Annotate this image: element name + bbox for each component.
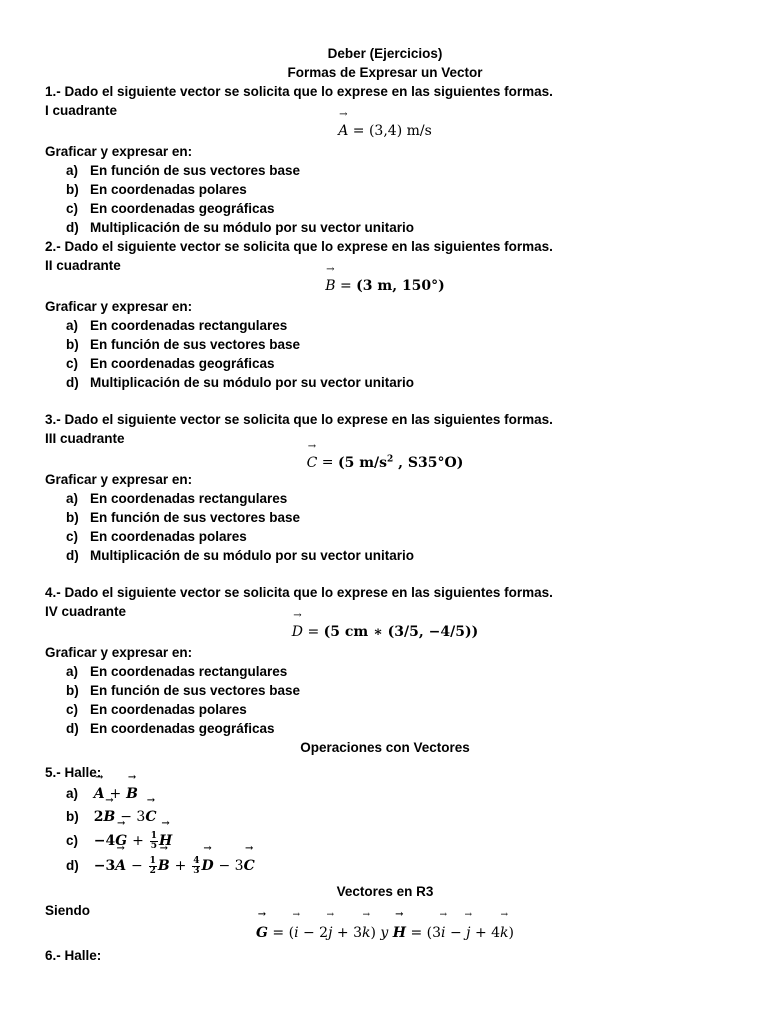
instruction: Graficar y expresar en:: [45, 144, 193, 159]
vector-symbol: → B: [325, 275, 335, 297]
list-item: b) En función de sus vectores base: [66, 510, 301, 525]
list-item: c) En coordenadas polares: [66, 529, 247, 544]
vector-symbol: → C: [307, 452, 318, 474]
document-page: [45, 44, 725, 965]
instruction: Graficar y expresar en:: [45, 645, 193, 660]
vector-equation-d: → D = (5 cm ∗ (3/5, −4/5)): [45, 621, 725, 643]
list-item: d) En coordenadas geográficas: [66, 721, 275, 736]
quadrant-label: III cuadrante: [45, 431, 125, 446]
exercise-statement: 1.- Dado el siguiente vector se solicita que lo exprese en las siguientes formas.: [45, 84, 553, 99]
vector-equation-b: → B = (3 m, 150°): [45, 275, 725, 297]
vector-value: (5 cm ∗ (3/5, −4/5)): [323, 624, 479, 640]
instruction: Graficar y expresar en:: [45, 472, 193, 487]
list-item: b) En coordenadas polares: [66, 182, 247, 197]
quadrant-label: I cuadrante: [45, 103, 118, 118]
document-title: Deber (Ejercicios): [327, 46, 443, 61]
exercise-5: [45, 763, 725, 878]
exercise-6-statement: 6.- Halle:: [45, 948, 102, 963]
vector-definitions: → G = (→ i − 2→ j + 3→ k) y → H = (3→ i − → j + 4→ k): [45, 920, 725, 946]
vector-equation-c: → C = (5 $m/s^2$ , S35°O): [45, 448, 725, 470]
list-item: b) En función de sus vectores base: [66, 683, 301, 698]
section-heading-r3: Vectores en R3: [336, 884, 434, 899]
section-heading-forms: Formas de Expresar un Vector: [287, 65, 483, 80]
quadrant-label: IV cuadrante: [45, 604, 127, 619]
vector-equation-a: → A = (3,4) m/s: [45, 120, 725, 142]
vector-symbol: → D: [292, 621, 303, 643]
instruction: Graficar y expresar en:: [45, 299, 193, 314]
section-heading-operations: Operaciones con Vectores: [300, 740, 470, 755]
vector-value: (5 $m/s^2$ , S35°O): [337, 454, 464, 471]
list-item: c) −4→ G + $\frac{1}{5}$ → H: [45, 828, 725, 853]
exercise-statement: 2.- Dado el siguiente vector se solicita que lo exprese en las siguientes formas.: [45, 239, 553, 254]
exercise-1: [45, 82, 725, 237]
exercise-statement: 3.- Dado el siguiente vector se solicita que lo exprese en las siguientes formas.: [45, 412, 553, 427]
list-item: d) Multiplicación de su módulo por su vector unitario: [66, 375, 415, 390]
list-item: a) En función de sus vectores base: [66, 163, 301, 178]
list-item: b) 2→ B − 3→ C: [45, 805, 725, 828]
exercise-4: [45, 583, 725, 738]
exercise-3: [45, 410, 725, 565]
list-item: c) En coordenadas geográficas: [66, 201, 275, 216]
list-item: a) En coordenadas rectangulares: [66, 318, 288, 333]
quadrant-label: II cuadrante: [45, 258, 121, 273]
vector-value: (3,4) m/s: [368, 123, 432, 139]
list-item: a) En coordenadas rectangulares: [66, 664, 288, 679]
list-item: c) En coordenadas polares: [66, 702, 247, 717]
exercise-2: [45, 237, 725, 392]
list-item: d) Multiplicación de su módulo por su vector unitario: [66, 220, 415, 235]
list-item: b) En función de sus vectores base: [66, 337, 301, 352]
vector-value: (3 m, 150°): [356, 278, 445, 294]
list-item: a) En coordenadas rectangulares: [66, 491, 288, 506]
list-item: a) → A + → B: [45, 782, 725, 805]
list-item: d) Multiplicación de su módulo por su vector unitario: [66, 548, 415, 563]
exercise-statement: 4.- Dado el siguiente vector se solicita que lo exprese en las siguientes formas.: [45, 585, 553, 600]
exercise-statement: 5.- Halle:: [45, 765, 102, 780]
list-item: c) En coordenadas geográficas: [66, 356, 275, 371]
given-label: Siendo: [45, 903, 91, 918]
list-item: d) −3→ A − $\frac{1}{2}$ → B + $\frac{4}{3}$ → D − 3→ C: [45, 853, 725, 878]
vector-symbol: → A: [338, 120, 348, 142]
